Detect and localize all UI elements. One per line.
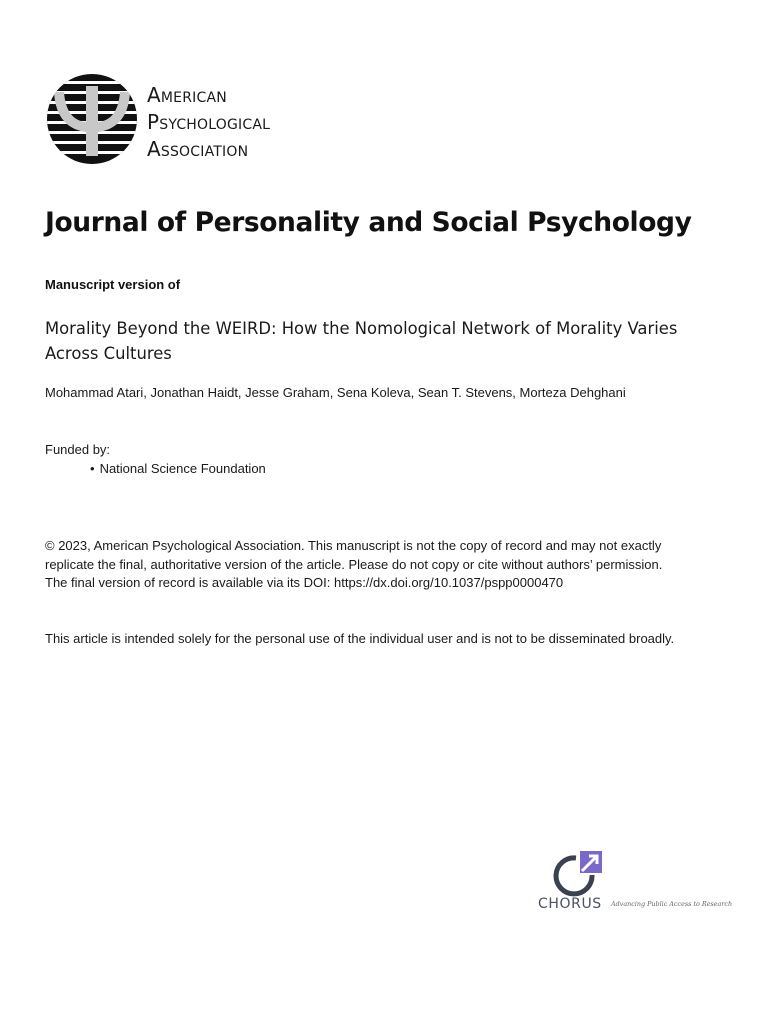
article-title: Morality Beyond the WEIRD: How the Nomological Network of Morality Varies Across Cultures xyxy=(45,319,678,363)
apa-logo xyxy=(46,72,296,168)
usage-notice: This article is intended solely for the personal use of the individual user and is not to be disseminated broadly. xyxy=(45,631,675,646)
funder-list xyxy=(90,461,266,476)
psi-emblem-icon xyxy=(46,72,138,166)
apa-wordmark xyxy=(147,82,307,163)
copyright-notice xyxy=(45,537,735,593)
chorus-wordmark: CHORUS xyxy=(538,896,602,912)
apa-wordmark-line-3: Association xyxy=(147,137,249,161)
chorus-logo xyxy=(538,849,733,913)
apa-wordmark-line-2: Psychological xyxy=(147,110,271,134)
apa-wordmark-line-1: American xyxy=(147,83,227,107)
copyright-line-2: replicate the final, authoritative version of the article. Please do not copy or cite without authors’ permission. xyxy=(45,556,663,572)
manuscript-label: Manuscript version of xyxy=(45,277,181,292)
funder-item: • National Science Foundation xyxy=(90,461,266,476)
chorus-tagline: Advancing Public Access to Research xyxy=(611,900,733,908)
chorus-arrow-icon xyxy=(546,849,606,897)
funding-label: Funded by: xyxy=(45,442,111,457)
copyright-line-3: The final version of record is available via its DOI: https://dx.doi.org/10.1037/pspp0000470 xyxy=(45,575,564,591)
author-list: Mohammad Atari, Jonathan Haidt, Jesse Graham, Sena Koleva, Sean T. Stevens, Morteza Dehghani xyxy=(45,385,626,400)
copyright-line-1: © 2023, American Psychological Association. This manuscript is not the copy of record and may not exactly xyxy=(45,538,662,553)
journal-title: Journal of Personality and Social Psychology xyxy=(45,207,692,238)
